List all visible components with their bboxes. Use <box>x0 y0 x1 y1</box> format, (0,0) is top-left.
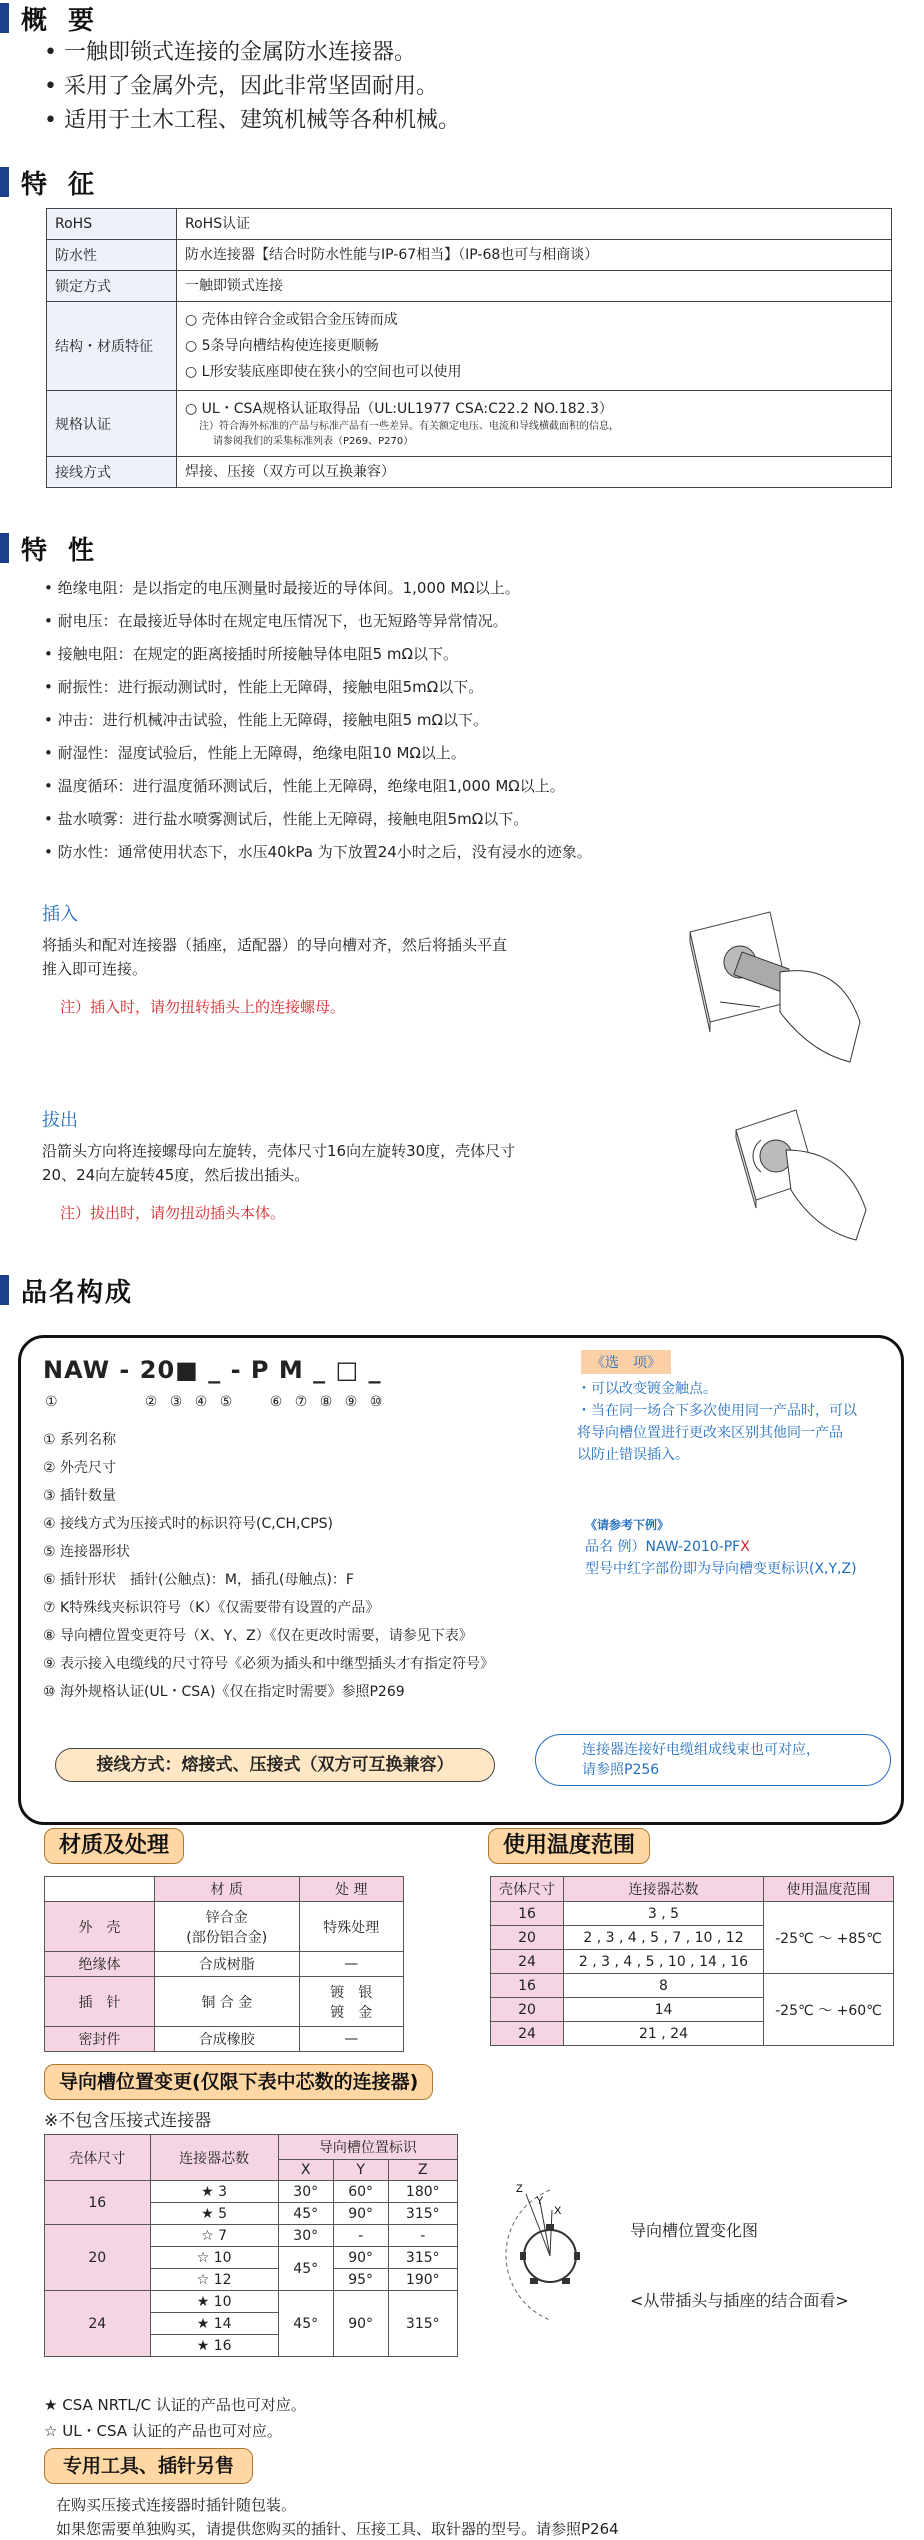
table-cell: 90° <box>333 2291 388 2357</box>
example-code: 品名 例）NAW-2010-PF <box>585 1539 741 1555</box>
row-value: ○ L形安装底座即使在狭小的空间也可以使用 <box>185 364 462 380</box>
row-value: ○ UL・CSA规格认证取得品（UL:UL1977 CSA:C22.2 NO.182.3） <box>185 400 613 417</box>
part-code <box>43 1356 382 1384</box>
table-cell: 3 , 5 <box>563 1902 763 1926</box>
row-value: 焊接、压接（双方可以互换兼容） <box>177 457 892 488</box>
insert-note: 注）插入时，请勿扭转插头上的连接螺母。 <box>60 998 346 1016</box>
table-cell: ☆ 7 <box>150 2225 278 2247</box>
example-title: 《请参考下例》 <box>585 1518 670 1532</box>
code-num: ⑨ <box>344 1394 358 1410</box>
table-cell: 24 <box>491 1950 564 1974</box>
guide-footnote: ☆ UL・CSA 认证的产品也可对应。 <box>44 2422 282 2440</box>
legend-item: ① 系列名称 <box>43 1432 117 1448</box>
table-header: Z <box>388 2160 457 2181</box>
table-cell: ☆ 12 <box>150 2269 278 2291</box>
section-title: 品名构成 <box>21 1277 134 1308</box>
insert-text: 推入即可连接。 <box>42 960 148 978</box>
table-header: 导向槽位置标识 <box>278 2135 457 2160</box>
code-numbers <box>45 1394 382 1410</box>
property-item: • 温度循环：进行温度循环测试后，性能上无障碍，绝缘电阻1,000 MΩ以上。 <box>44 777 565 795</box>
property-item: • 冲击：进行机械冲击试验，性能上无障碍，接触电阻5 mΩ以下。 <box>44 711 489 729</box>
section-title: 特 征 <box>21 169 101 200</box>
overview-item: • 采用了金属外壳，因此非常坚固耐用。 <box>44 74 438 99</box>
table-cell: 30° <box>278 2181 333 2203</box>
remove-illustration <box>716 1100 876 1250</box>
row-key: 结构・材质特征 <box>47 302 177 391</box>
table-header: 连接器芯数 <box>150 2135 278 2181</box>
option-item: 以防止错误插入。 <box>577 1447 689 1463</box>
code-seg: - <box>230 1356 242 1384</box>
legend-item: ④ 接线方式为压接式时的标识符号(C,CH,CPS) <box>43 1516 334 1532</box>
legend-item: ⑤ 连接器形状 <box>43 1544 131 1560</box>
table-cell: 铜 合 金 <box>155 1977 300 2027</box>
code-num: ⑦ <box>294 1394 308 1410</box>
features-table <box>46 208 892 488</box>
cable-note-line: 连接器连接好电缆组成线束也可对应， <box>582 1742 820 1758</box>
table-cell: 30° <box>278 2225 333 2247</box>
table-cell: ★ 14 <box>150 2313 278 2335</box>
temp-title: 使用温度范围 <box>488 1828 650 1864</box>
table-cell: 315° <box>388 2203 457 2225</box>
code-seg: NAW <box>43 1356 111 1384</box>
row-value: ○ 壳体由锌合金或铝合金压铸而成 <box>185 312 398 328</box>
row-value: RoHS认证 <box>177 209 892 240</box>
table-cell: 20 <box>491 1926 564 1950</box>
property-item: • 接触电阻：在规定的距离接插时所接触导体电阻5 mΩ以下。 <box>44 645 459 663</box>
guide-footnote: ★ CSA NRTL/C 认证的产品也可对应。 <box>44 2396 306 2414</box>
table-cell: ☆ 10 <box>150 2247 278 2269</box>
remove-text: 20、24向左旋转45度，然后拔出插头。 <box>42 1166 310 1184</box>
table-header: 使用温度范围 <box>764 1877 894 1902</box>
table-cell: -25℃ ～ +60℃ <box>764 1974 894 2046</box>
table-cell: 90° <box>333 2247 388 2269</box>
code-seg: _ <box>208 1356 222 1384</box>
row-value: 一触即锁式连接 <box>177 271 892 302</box>
table-cell: 外 壳 <box>45 1902 155 1952</box>
remove-note: 注）拔出时，请勿扭动插头本体。 <box>60 1204 286 1222</box>
table-header: 连接器芯数 <box>563 1877 763 1902</box>
overview-item: • 适用于土木工程、建筑机械等各种机械。 <box>44 108 460 133</box>
table-header: 材 质 <box>155 1877 300 1902</box>
row-value: 防水连接器【结合时防水性能与IP-67相当】（IP-68也可与相商谈） <box>177 240 892 271</box>
table-cell: 95° <box>333 2269 388 2291</box>
property-item: • 耐电压：在最接近导体时在规定电压情况下，也无短路等异常情况。 <box>44 612 508 630</box>
axis-label: Y <box>536 2195 544 2207</box>
table-cell: 315° <box>388 2247 457 2269</box>
table-cell: 20 <box>45 2225 151 2291</box>
code-seg: _ <box>313 1356 327 1384</box>
table-cell: 镀 银 镀 金 <box>299 1977 403 2027</box>
table-cell: 190° <box>388 2269 457 2291</box>
table-header: Y <box>333 2160 388 2181</box>
tools-title: 专用工具、插针另售 <box>44 2448 253 2484</box>
cable-note-line: 请参照P256 <box>582 1762 660 1778</box>
table-cell: ★ 5 <box>150 2203 278 2225</box>
example-note: 型号中红字部份即为导向槽变更标识(X,Y,Z) <box>585 1561 857 1577</box>
table-cell: 45° <box>278 2203 333 2225</box>
section-overview <box>0 0 100 36</box>
table-cell: - <box>333 2225 388 2247</box>
table-cell: 8 <box>563 1974 763 1998</box>
table-cell: 24 <box>491 2022 564 2046</box>
material-table <box>44 1876 404 2052</box>
example-line <box>585 1536 750 1556</box>
legend-item: ⑦ K特殊线夹标识符号（K）《仅需要带有设置的产品》 <box>43 1600 380 1616</box>
guide-note: ※不包含压接式连接器 <box>44 2111 212 2131</box>
table-cell: 21 , 24 <box>563 2022 763 2046</box>
table-cell: - <box>388 2225 457 2247</box>
code-num: ⑧ <box>319 1394 333 1410</box>
guide-fig-label: 导向槽位置变化图 <box>630 2221 759 2240</box>
table-header: 壳体尺寸 <box>45 2135 151 2181</box>
example-mark: X <box>740 1539 750 1555</box>
legend-item: ⑥ 插针形状 插针(公触点)：M，插孔(母触点)：F <box>43 1572 354 1588</box>
row-key: 防水性 <box>47 240 177 271</box>
table-cell: 45° <box>278 2291 333 2357</box>
option-list <box>577 1378 857 1466</box>
table-cell: 16 <box>491 1902 564 1926</box>
table-cell: 16 <box>45 2181 151 2225</box>
row-key: 锁定方式 <box>47 271 177 302</box>
code-seg: 20 <box>139 1356 176 1384</box>
table-cell: ★ 3 <box>150 2181 278 2203</box>
code-seg: _ <box>368 1356 382 1384</box>
option-item: ・可以改变镀金触点。 <box>577 1381 717 1397</box>
code-num: ⑩ <box>369 1394 383 1410</box>
table-cell: 16 <box>491 1974 564 1998</box>
table-cell: -25℃ ～ +85℃ <box>764 1902 894 1974</box>
legend-item: ⑩ 海外规格认证(UL・CSA)《仅在指定时需要》参照P269 <box>43 1684 405 1700</box>
row-value: ○ 5条导向槽结构使连接更顺畅 <box>185 338 379 354</box>
table-cell: 2 , 3 , 4 , 5 , 7 , 10 , 12 <box>563 1926 763 1950</box>
material-title: 材质及处理 <box>44 1828 184 1864</box>
code-seg: M <box>278 1356 304 1384</box>
table-cell: ★ 16 <box>150 2335 278 2357</box>
section-title: 特 性 <box>21 535 101 566</box>
legend-item: ② 外壳尺寸 <box>43 1460 117 1476</box>
option-title: 《选 项》 <box>581 1350 671 1374</box>
corner-cell <box>45 1877 155 1902</box>
property-item: • 盐水喷雾：进行盐水喷雾测试后，性能上无障碍，接触电阻5mΩ以下。 <box>44 810 529 828</box>
code-seg: □ <box>335 1356 360 1384</box>
insert-text: 将插头和配对连接器（插座，适配器）的导向槽对齐，然后将插头平直 <box>42 936 508 954</box>
code-legend <box>43 1426 494 1706</box>
table-cell: 45° <box>278 2247 333 2291</box>
code-num: ⑤ <box>219 1394 233 1410</box>
guide-diagram <box>490 2180 620 2330</box>
row-note: 注）符合海外标准的产品与标准产品有一些差异。有关额定电压、电流和导线横截面积的信息， <box>199 420 619 432</box>
table-cell: 14 <box>563 1998 763 2022</box>
table-cell: ★ 10 <box>150 2291 278 2313</box>
table-cell: — <box>299 1952 403 1977</box>
code-num: ④ <box>194 1394 208 1410</box>
table-cell: 特殊处理 <box>299 1902 403 1952</box>
insert-illustration <box>670 902 870 1092</box>
axis-label: X <box>554 2205 562 2217</box>
overview-item: • 一触即锁式连接的金属防水连接器。 <box>44 40 416 65</box>
property-item: • 防水性：通常使用状态下，水压40kPa 为下放置24小时之后，没有浸水的迹象。 <box>44 843 592 861</box>
section-properties <box>0 530 100 566</box>
axis-label: Z <box>516 2183 523 2195</box>
wiring-pill: 接线方式：熔接式、压接式（双方可互换兼容） <box>55 1748 495 1782</box>
table-cell: 插 针 <box>45 1977 155 2027</box>
remove-text: 沿箭头方向将连接螺母向左旋转，壳体尺寸16向左旋转30度，壳体尺寸 <box>42 1142 516 1160</box>
table-cell: 锌合金 (部份铝合金) <box>155 1902 300 1952</box>
table-cell: 密封件 <box>45 2027 155 2052</box>
table-cell: 24 <box>45 2291 151 2357</box>
guide-table <box>44 2134 458 2357</box>
table-cell: 60° <box>333 2181 388 2203</box>
table-header: 处 理 <box>299 1877 403 1902</box>
insert-title: 插入 <box>42 904 78 925</box>
table-header: X <box>278 2160 333 2181</box>
section-features <box>0 164 100 200</box>
properties-list <box>44 572 592 869</box>
section-partno <box>0 1272 133 1308</box>
table-cell: 合成橡胶 <box>155 2027 300 2052</box>
row-key: 接线方式 <box>47 457 177 488</box>
section-title: 概 要 <box>21 5 101 36</box>
row-key: 规格认证 <box>47 391 177 457</box>
table-header: 壳体尺寸 <box>491 1877 564 1902</box>
code-seg: ■ <box>175 1356 199 1384</box>
code-num: ③ <box>169 1394 183 1410</box>
table-cell: 90° <box>333 2203 388 2225</box>
option-item: ・当在同一场合下多次使用同一产品时，可以 <box>577 1403 857 1419</box>
tools-line: 如果您需要单独购买，请提供您购买的插针、压接工具、取针器的型号。请参照P264 <box>56 2520 619 2538</box>
guide-title: 导向槽位置变更(仅限下表中芯数的连接器) <box>44 2064 433 2100</box>
cable-note <box>535 1734 891 1786</box>
row-note: 请参阅我们的采集标准列表（P269、P270） <box>213 435 414 447</box>
legend-item: ⑨ 表示接入电缆线的尺寸符号《必须为插头和中继型插头才有指定符号》 <box>43 1656 494 1672</box>
option-item: 将导向槽位置进行更改来区别其他同一产品 <box>577 1425 843 1441</box>
table-cell: 2 , 3 , 4 , 5 , 10 , 14 , 16 <box>563 1950 763 1974</box>
guide-fig-caption: <从带插头与插座的结合面看> <box>630 2291 849 2310</box>
tools-line: 在购买压接式连接器时插针随包装。 <box>56 2496 297 2514</box>
table-cell: 315° <box>388 2291 457 2357</box>
table-cell: 合成树脂 <box>155 1952 300 1977</box>
code-num: ① <box>45 1394 58 1410</box>
table-cell: 绝缘体 <box>45 1952 155 1977</box>
legend-item: ⑧ 导向槽位置变更符号（X、Y、Z）《仅在更改时需要，请参见下表》 <box>43 1628 473 1644</box>
table-cell: — <box>299 2027 403 2052</box>
property-item: • 耐振性：进行振动测试时，性能上无障碍，接触电阻5mΩ以下。 <box>44 678 484 696</box>
code-seg: - <box>119 1356 131 1384</box>
legend-item: ③ 插针数量 <box>43 1488 117 1504</box>
partno-card <box>18 1335 904 1825</box>
temp-table <box>490 1876 894 2046</box>
table-cell: 180° <box>388 2181 457 2203</box>
code-num: ② <box>144 1394 158 1410</box>
table-cell: 20 <box>491 1998 564 2022</box>
property-item: • 绝缘电阻：是以指定的电压测量时最接近的导体间。1,000 MΩ以上。 <box>44 579 520 597</box>
remove-title: 拔出 <box>42 1110 78 1131</box>
row-key: RoHS <box>47 209 177 240</box>
code-num: ⑥ <box>269 1394 283 1410</box>
property-item: • 耐湿性：湿度试验后，性能上无障碍，绝缘电阻10 MΩ以上。 <box>44 744 466 762</box>
code-seg: P <box>250 1356 270 1384</box>
